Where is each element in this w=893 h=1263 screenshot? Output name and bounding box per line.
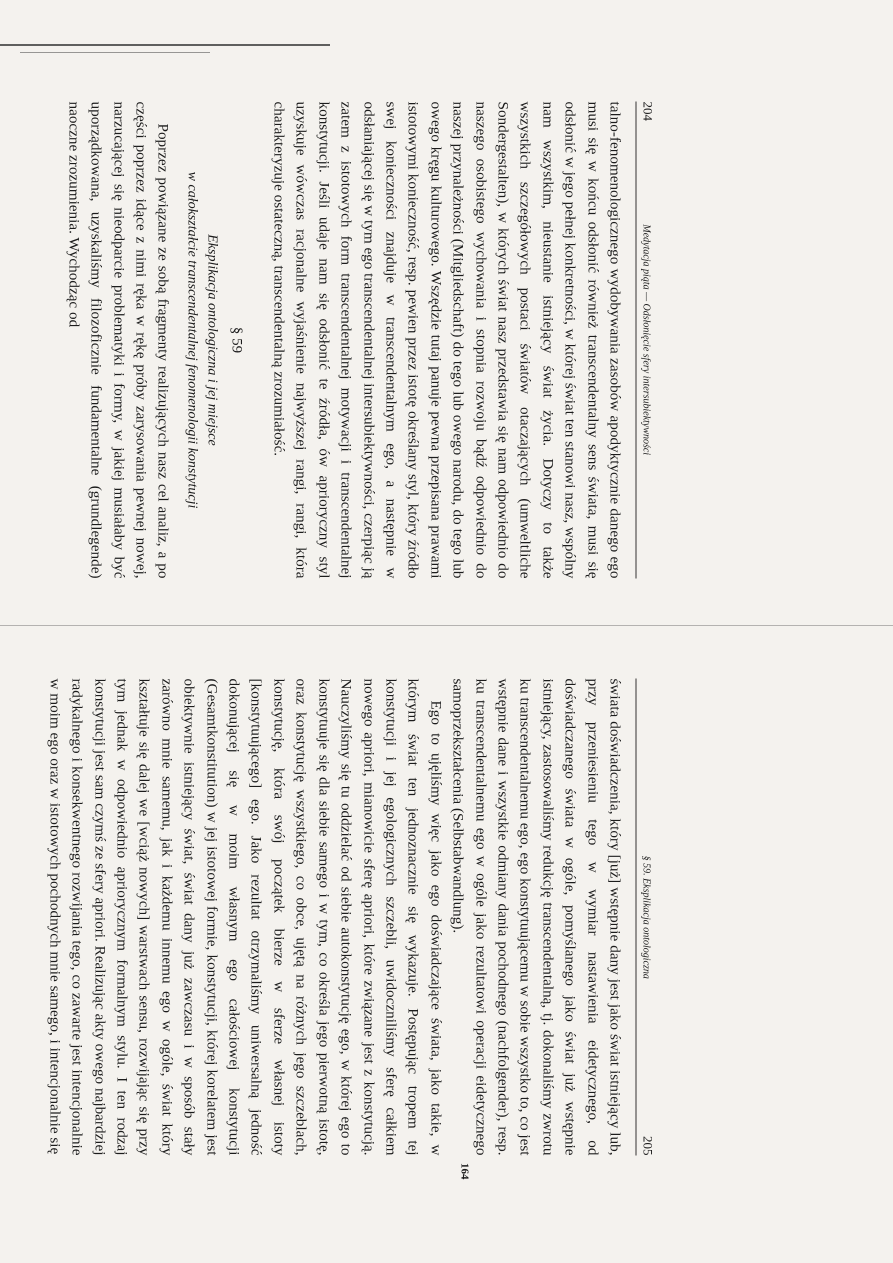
- scan-mark-top-2: [20, 52, 210, 53]
- page-number: 205: [640, 1135, 656, 1156]
- section-number: § 59: [229, 326, 245, 354]
- running-head: Medytacja piąta — Odsłonięcie sfery intersubiektywności: [640, 224, 652, 456]
- section-title-line-1: Eksplikacja ontologiczna i jej miejsce: [205, 234, 220, 446]
- section-title-line-2: w całokształcie transcendentalnej fenomenologii konstytucji: [185, 171, 200, 509]
- body-paragraph: świata doświadczenia, który [już] wstępnie dany jest jako świat istniejący lub, przy przeniesieniu tego w wymiar nastawienia eidetycznego, od doświadczanego świata w ogóle, pomyślanego jako świat już wstępnie istniejący, zastosowaliśmy redukcję transcendentalną, tj. dokonaliśmy zwrotu ku transcendentalnemu ego, ego konstytuującemu w sobie wszystko to, co jest wstępnie dane i wszystkie odmiany dania pochodnego (nachfolgender), resp. ku transcendentalnemu ego w ogóle jako rezultatowi operacji eidetycznego samoprzekształcenia (Selbstabwandlung).: [449, 678, 624, 1156]
- section-heading: [182, 102, 245, 579]
- page-204: [65, 88, 656, 593]
- page-header-204: [636, 102, 656, 579]
- page-number: 204: [640, 101, 656, 121]
- body-paragraph: Ego to ujęliśmy więc jako ego doświadczające świata, jako takie, w którym świat ten jednoznacznie się wykazuje. Postępując tropem tej konstytucji i jej egologicznych szczebli, uwidoczniliśmy sferę całkiem nowego apriori, mianowicie sferę apriori, które związane jest z konstytucją. Nauczyliśmy się tu oddzielać od siebie autokonstytucję ego, w której ego to konstytuuje się dla siebie samego i w tym, co określa jego pierwotną istotę, oraz konstytucję wszystkiego, co obce, ujętą na różnych jego szczeblach, konstytucję, która swój początek bierze w sferze własnej istoty [konstytuującego] ego. Jako rezultat otrzymaliśmy uniwersalną jedność dokonującej się w moim własnym ego całościowej konstytucji (Gesamtkonstitution) w jej istotowej formie, konstytucji, której korelatem jest obiektywnie istniejący świat, świat dany już zawczasu i w sposób stały zarówno mnie samemu, jak i każdemu innemu ego w ogóle, świat który kształtuje się dalej we [wciąż nowych] warstwach sensu, rozwijając się przy tym jednak w odpowiednio apriorycznym formalnym stylu. I ten rodzaj konstytucji jest sam czymś ze sfery apriori. Realizując akty owego najbardziej radykalnego i konsekwentnego rozwijania tego, co zawarte jest intencjonalnie w moim ego oraz w istotowych pochodnych mnie samego, i intencjonalnie się: [46, 678, 445, 1156]
- running-head: § 59. Eksplikacja ontologiczna: [640, 855, 652, 979]
- scan-mark-top: [0, 44, 330, 46]
- margin-page-reference: 164: [458, 1163, 471, 1180]
- page-205: [46, 665, 656, 1180]
- page-fold-line: [0, 625, 893, 626]
- page-header-205: [636, 679, 656, 1156]
- section-paragraph: Poprzez powiązane ze sobą fragmenty realizujących nasz cel analiz, a po części poprzez idące z nimi ręka w rękę próby zarysowania pewnej nowej, narzucającej się nieodparcie problematyki i formy, w jakiej musiałaby być uporządkowana, uzyskaliśmy filozoficznie fundamentalne (grundlegende) naoczne zrozumienia. Wychodząc od: [65, 101, 172, 579]
- body-paragraph: talno-fenomenologicznego wydobywania zasobów apodyktycznie danego ego musi się w końcu odsłonić również transcendentalny sens świata, musi się odsłonić w jego pełnej konkretności, w której świat ten stanowi nasz, wspólny nam wszystkim, nieustanie istniejący świat życia. Dotyczy to także wszystkich szczegółowych postaci światów otaczających (umweltliche Sondergestalten), w których świat nasz przedstawia się nam odpowiednio do naszego osobistego wychowania i stopnia rozwoju bądź odpowiednio do naszej przynależności (Mitgliedschaft) do tego lub owego narodu, do tego lub owego kręgu kulturowego. Wszędzie tutaj panuje pewna przepisana prawami istotowymi konieczność, resp. pewien przez istotę określany styl, który źródło swej konieczności znajduje w transcendentalnym ego, a następnie w odsłaniającej się w tym ego transcendentalnej intersubiektywności, czerpiąc ją zatem z istotowych form transcendentalnej motywacji i transcendentalnej konstytucji. Jeśli udaje nam się odsłonić te źródła, ów aprioryczny styl uzyskuje wówczas racjonalne wyjaśnienie najwyższej rangi, rangi, która charakteryzuje ostateczną, transcendentalną zrozumiałość.: [270, 101, 624, 579]
